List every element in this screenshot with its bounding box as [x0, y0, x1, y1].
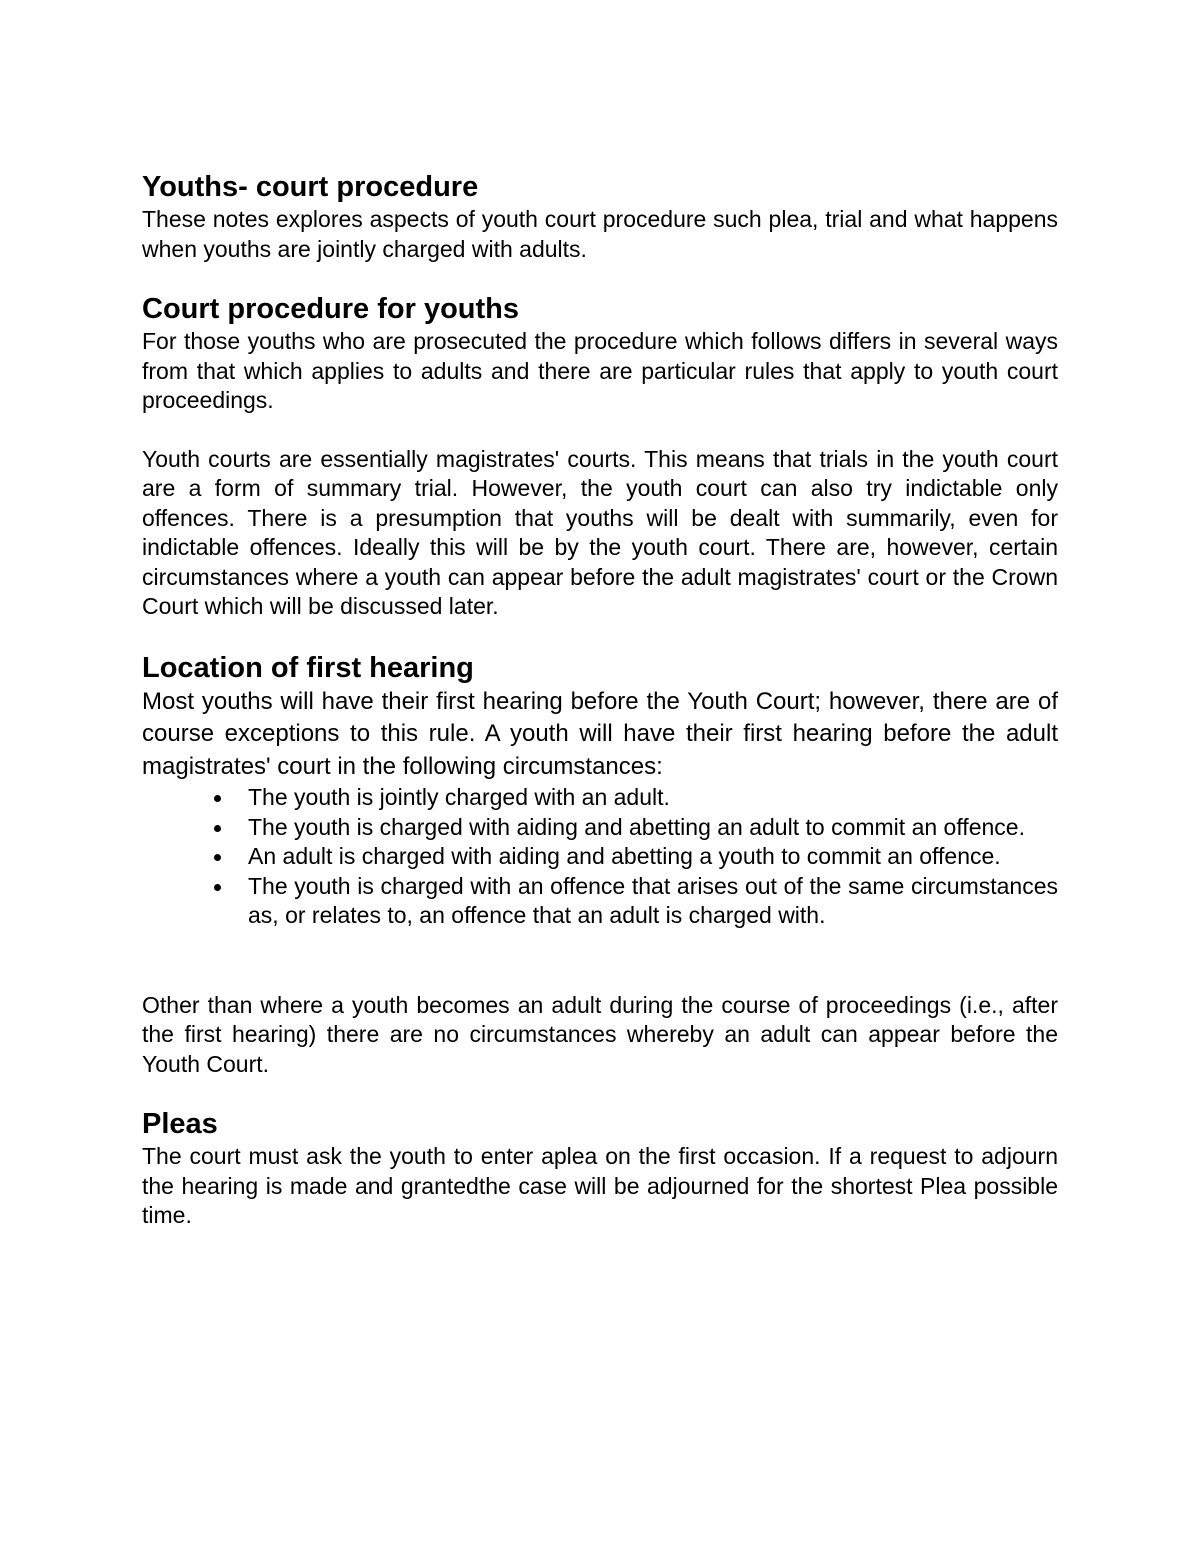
bullet-icon [214, 825, 221, 832]
bullet-icon [214, 854, 221, 861]
section-heading: Court procedure for youths [142, 293, 520, 325]
intro-paragraph: These notes explores aspects of youth court procedure such plea, trial and what happens when youths are jointly charged with adults. [142, 206, 1058, 262]
body-paragraph: For those youths who are prosecuted the procedure which follows differs in several ways from that which applies to adults and there are particular rules that apply to youth court proceedings. [142, 328, 1058, 413]
body-paragraph: The court must ask the youth to enter aplea on the first occasion. If a request to adjourn the hearing is made and grantedthe case will be adjourned for the shortest Plea possible time. [142, 1143, 1058, 1228]
bullet-icon [214, 795, 221, 802]
list-item-text: An adult is charged with aiding and abetting a youth to commit an offence. [248, 843, 1001, 869]
section-heading: Location of first hearing [142, 651, 474, 684]
list-item [248, 842, 1058, 872]
list-item [248, 783, 1058, 813]
section-heading: Pleas [142, 1108, 218, 1140]
list-item-text: The youth is jointly charged with an adult. [248, 784, 670, 810]
body-paragraph: Youth courts are essentially magistrates' courts. This means that trials in the youth court are a form of summary trial. However, the youth court can also try indictable only offences. There is a presumption that youths will be dealt with summarily, even for indictable offences. Ideally this will be by the youth court. There are, however, certain circumstances where a youth can appear before the adult magistrates' court or the Crown Court which will be discussed later. [142, 445, 1058, 619]
list-item [248, 872, 1058, 931]
body-paragraph: Other than where a youth becomes an adult during the course of proceedings (i.e., after the first hearing) there are no circumstances whereby an adult can appear before the Youth Court. [142, 991, 1058, 1077]
document-page [142, 170, 1058, 1231]
section-heading: Youths- court procedure [142, 171, 479, 203]
list-item-text: The youth is charged with aiding and abetting an adult to commit an offence. [248, 813, 1025, 840]
circumstances-list [142, 783, 1058, 931]
body-paragraph: Most youths will have their first hearing before the Youth Court; however, there are of course exceptions to this rule. A youth will have their first hearing before the adult magistrates' court in the following circumstances: [142, 687, 1058, 780]
list-item [248, 813, 1058, 843]
list-item-text: The youth is charged with an offence that arises out of the same circumstances as, or relates to, an offence that an adult is charged with. [248, 872, 1058, 928]
bullet-icon [214, 884, 221, 891]
